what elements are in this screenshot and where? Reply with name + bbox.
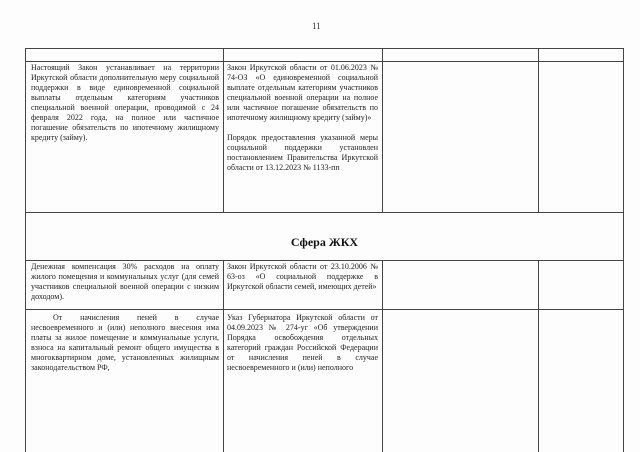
table-row-legal-basis	[227, 63, 378, 173]
row-divider	[26, 260, 623, 261]
table-row	[31, 313, 219, 373]
measure-description: От начисления пеней в случае несвоевременного и (или) неполного внесения има платы за жилое помещение и коммунальные услуги, взноса на капитальный ремонт общего имущества в многоквартирном доме, установленных жилищным законодательством РФ,	[31, 313, 219, 372]
legal-act: Закон Иркутской области от 01.06.2023 № 74-ОЗ «О единовременной социальной выплате отдельным категориям участников специальной военной операции на полное или частичное погашение обязательств по ипотечному жилищному кредиту (займу)»	[227, 63, 378, 122]
table-row-legal-basis	[227, 313, 378, 373]
table-row	[31, 262, 219, 302]
measure-description: Денежная компенсация 30% расходов на оплату жилого помещения и коммунальных услуг (для семей участников специальной военной операции с низким доходом).	[31, 262, 219, 301]
legal-act: Закон Иркутской области от 23.10.2006 № 63-оз «О социальной поддержке в Иркутской области семей, имеющих детей»	[227, 262, 378, 291]
page-number: 11	[312, 21, 321, 31]
row-divider	[26, 309, 623, 310]
legal-act: Порядок предоставления указанной меры социальной поддержки установлен постановлением Правительства Иркутской области от 13.12.2023 № 1133-пп	[227, 133, 378, 172]
measure-description: Настоящий Закон устанавливает на территории Иркутской области дополнительную меру социальной поддержки в виде единовременной социальной выплаты отдельным категориям участников специальной военной операции, проводимой с 24 февраля 2022 года, на полное или частичное погашение обязательств по ипотечному жилищному кредиту (займу).	[31, 63, 219, 142]
legal-act: Указ Губернатора Иркутской области от 04.09.2023 № 274-уг «Об утверждении Порядка освобождения отдельных категорий граждан Российской Федерации от начисления пеней в случае несвоевременного и (или) неполного	[227, 313, 378, 372]
table-row-legal-basis	[227, 262, 378, 292]
row-divider	[26, 61, 623, 62]
section-title: Сфера ЖКХ	[290, 235, 359, 249]
table-row	[31, 63, 219, 143]
measures-table	[25, 48, 624, 452]
